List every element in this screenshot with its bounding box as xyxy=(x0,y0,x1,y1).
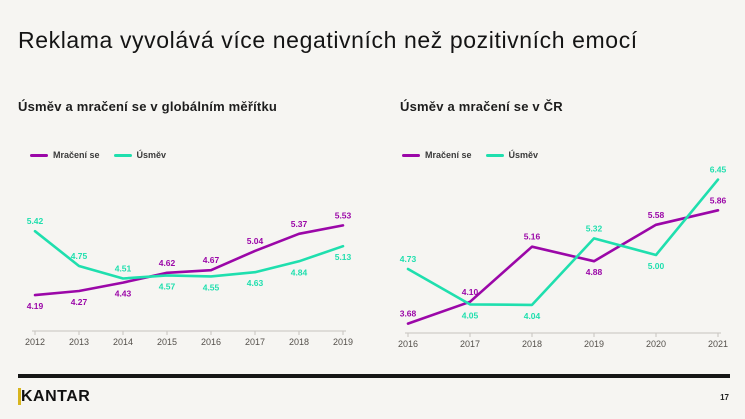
legend-label: Mračení se xyxy=(425,150,472,160)
legend-label: Mračení se xyxy=(53,150,100,160)
x-tick-label: 2016 xyxy=(200,337,222,347)
data-label: 5.58 xyxy=(647,209,665,220)
data-label: 4.57 xyxy=(158,281,176,292)
data-label: 4.75 xyxy=(70,251,88,261)
x-tick-label: 2015 xyxy=(156,337,178,347)
data-label: 4.67 xyxy=(202,255,220,266)
chart-title-cr: Úsměv a mračení se v ČR xyxy=(400,99,563,114)
data-label: 5.04 xyxy=(246,235,264,246)
x-tick-label: 2019 xyxy=(583,339,605,349)
legend-label: Úsměv xyxy=(508,150,539,160)
chart-title-global: Úsměv a mračení se v globálním měřítku xyxy=(18,99,278,114)
frown-line xyxy=(408,210,718,323)
page-number: 17 xyxy=(720,393,729,402)
x-tick-label: 2017 xyxy=(459,339,481,349)
legend-label: Úsměv xyxy=(136,150,167,160)
x-tick-label: 2013 xyxy=(68,337,90,347)
data-label: 4.10 xyxy=(461,286,479,297)
data-label: 5.00 xyxy=(647,261,665,271)
data-label: 4.88 xyxy=(585,267,603,278)
data-label: 4.51 xyxy=(114,263,132,274)
kantar-logo: KANTAR xyxy=(18,388,90,405)
data-label: 4.43 xyxy=(114,288,132,299)
data-label: 4.27 xyxy=(70,297,88,307)
smile-line xyxy=(408,180,718,305)
data-label: 5.13 xyxy=(334,252,352,263)
data-label: 4.04 xyxy=(523,310,541,321)
x-tick-label: 2014 xyxy=(112,337,134,347)
x-tick-label: 2018 xyxy=(288,337,310,347)
data-label: 5.37 xyxy=(290,218,308,229)
data-label: 4.63 xyxy=(246,278,264,289)
x-tick-label: 2012 xyxy=(24,337,46,347)
data-label: 5.86 xyxy=(709,195,727,206)
data-label: 4.62 xyxy=(158,257,176,268)
x-tick-label: 2016 xyxy=(397,339,419,349)
x-tick-label: 2020 xyxy=(645,339,667,349)
x-tick-label: 2017 xyxy=(244,337,266,347)
data-label: 4.84 xyxy=(290,267,308,278)
data-label: 6.45 xyxy=(709,164,727,175)
data-label: 4.55 xyxy=(202,282,220,293)
data-label: 5.53 xyxy=(334,210,352,221)
footer-divider xyxy=(18,374,730,378)
data-label: 5.32 xyxy=(585,223,603,234)
x-tick-label: 2018 xyxy=(521,339,543,349)
data-label: 4.73 xyxy=(399,254,417,264)
data-label: 3.68 xyxy=(399,308,417,319)
x-tick-label: 2021 xyxy=(707,339,729,349)
data-label: 4.05 xyxy=(461,310,479,321)
data-label: 5.42 xyxy=(26,216,44,227)
x-tick-label: 2019 xyxy=(332,337,354,347)
data-label: 5.16 xyxy=(523,231,541,242)
data-label: 4.19 xyxy=(26,301,44,312)
slide-title: Reklama vyvolává více negativních než pozitivních emocí xyxy=(18,27,638,53)
